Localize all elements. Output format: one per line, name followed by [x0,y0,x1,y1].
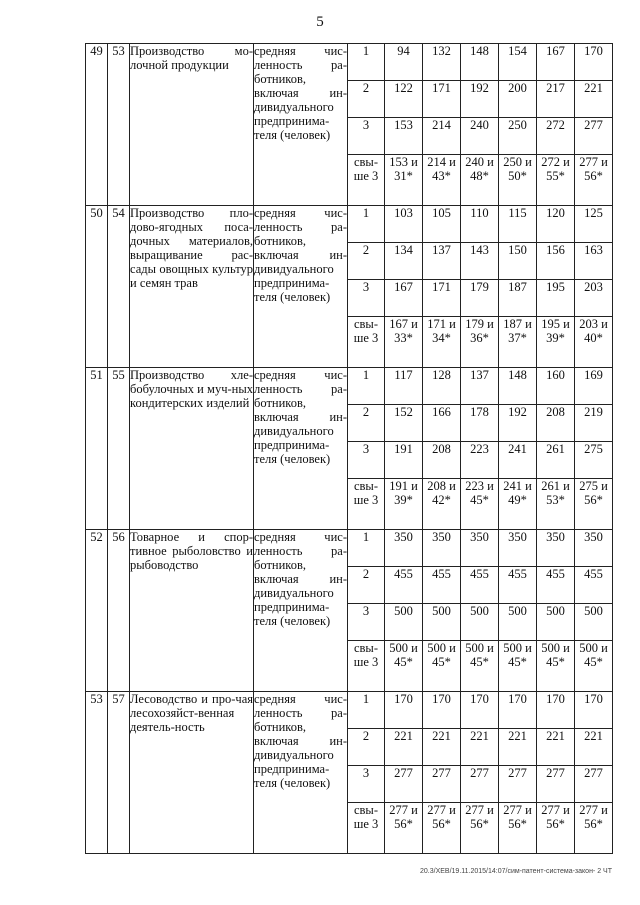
value-cell: 277 и 56* [423,803,461,854]
value-cell: 200 [499,81,537,118]
value-cell: 277 [423,766,461,803]
activity-code: 56 [108,530,130,692]
value-cell: 350 [575,530,613,567]
value-cell: 152 [385,405,423,442]
subrow-label: 3 [348,442,385,479]
value-cell: 221 [461,729,499,766]
value-cell: 500 [461,604,499,641]
indicator-name: средняя чис-ленность ра-ботников, включая ин-дивидуального предпринима-теля (человек) [254,44,348,206]
value-cell: 221 [537,729,575,766]
value-cell: 250 и 50* [499,155,537,206]
subrow-label: 3 [348,280,385,317]
value-cell: 170 [575,692,613,729]
activity-name: Производство пло-дово-ягодных поса-дочных материалов, выращивание рас-сады овощных культур и семян трав [130,206,254,368]
value-cell: 214 [423,118,461,155]
value-cell: 214 и 43* [423,155,461,206]
value-cell: 191 [385,442,423,479]
value-cell: 277 и 56* [575,803,613,854]
value-cell: 277 [499,766,537,803]
value-cell: 110 [461,206,499,243]
patent-table [85,43,613,854]
value-cell: 277 [461,766,499,803]
value-cell: 217 [537,81,575,118]
value-cell: 187 и 37* [499,317,537,368]
value-cell: 156 [537,243,575,280]
activity-code: 57 [108,692,130,854]
value-cell: 241 [499,442,537,479]
table-row [86,206,613,243]
value-cell: 223 и 45* [461,479,499,530]
value-cell: 170 [575,44,613,81]
value-cell: 150 [499,243,537,280]
row-number: 51 [86,368,108,530]
value-cell: 120 [537,206,575,243]
value-cell: 203 [575,280,613,317]
value-cell: 170 [423,692,461,729]
value-cell: 455 [385,567,423,604]
value-cell: 178 [461,405,499,442]
value-cell: 221 [385,729,423,766]
value-cell: 500 и 45* [423,641,461,692]
value-cell: 171 [423,280,461,317]
value-cell: 195 и 39* [537,317,575,368]
value-cell: 128 [423,368,461,405]
value-cell: 277 и 56* [499,803,537,854]
value-cell: 223 [461,442,499,479]
value-cell: 500 [537,604,575,641]
subrow-label: 1 [348,530,385,567]
value-cell: 500 и 45* [499,641,537,692]
subrow-label: 1 [348,206,385,243]
value-cell: 192 [499,405,537,442]
value-cell: 240 [461,118,499,155]
value-cell: 277 [537,766,575,803]
subrow-label: 2 [348,405,385,442]
value-cell: 170 [499,692,537,729]
subrow-label: 1 [348,44,385,81]
row-number: 50 [86,206,108,368]
indicator-name: средняя чис-ленность ра-ботников, включая ин-дивидуального предпринима-теля (человек) [254,692,348,854]
row-number: 53 [86,692,108,854]
value-cell: 500 [575,604,613,641]
value-cell: 167 [537,44,575,81]
value-cell: 148 [461,44,499,81]
row-number: 52 [86,530,108,692]
value-cell: 221 [423,729,461,766]
value-cell: 94 [385,44,423,81]
value-cell: 208 [423,442,461,479]
subrow-label: 3 [348,604,385,641]
subrow-label: 2 [348,243,385,280]
value-cell: 153 [385,118,423,155]
row-number: 49 [86,44,108,206]
activity-name: Лесоводство и про-чая лесохозяйст-венная деятель-ность [130,692,254,854]
value-cell: 277 и 56* [385,803,423,854]
value-cell: 148 [499,368,537,405]
value-cell: 500 и 45* [461,641,499,692]
value-cell: 137 [423,243,461,280]
table-row [86,692,613,729]
value-cell: 277 и 56* [537,803,575,854]
value-cell: 179 и 36* [461,317,499,368]
value-cell: 167 [385,280,423,317]
value-cell: 500 и 45* [385,641,423,692]
activity-name: Производство мо-лочной продукции [130,44,254,206]
subrow-label: 3 [348,766,385,803]
value-cell: 277 [575,766,613,803]
value-cell: 125 [575,206,613,243]
value-cell: 167 и 33* [385,317,423,368]
subrow-label: свы-ше 3 [348,479,385,530]
value-cell: 132 [423,44,461,81]
table-row [86,44,613,81]
table-row [86,530,613,567]
value-cell: 105 [423,206,461,243]
value-cell: 171 и 34* [423,317,461,368]
value-cell: 221 [575,729,613,766]
value-cell: 277 [575,118,613,155]
value-cell: 134 [385,243,423,280]
activity-name: Производство хле-бобулочных и муч-ных кондитерских изделий [130,368,254,530]
subrow-label: 2 [348,567,385,604]
value-cell: 277 и 56* [575,155,613,206]
value-cell: 500 [499,604,537,641]
value-cell: 103 [385,206,423,243]
value-cell: 153 и 31* [385,155,423,206]
value-cell: 115 [499,206,537,243]
indicator-name: средняя чис-ленность ра-ботников, включая ин-дивидуального предпринима-теля (человек) [254,206,348,368]
subrow-label: 3 [348,118,385,155]
value-cell: 455 [537,567,575,604]
indicator-name: средняя чис-ленность ра-ботников, включая ин-дивидуального предпринима-теля (человек) [254,530,348,692]
subrow-label: свы-ше 3 [348,803,385,854]
value-cell: 166 [423,405,461,442]
value-cell: 143 [461,243,499,280]
subrow-label: свы-ше 3 [348,317,385,368]
value-cell: 277 и 56* [461,803,499,854]
value-cell: 250 [499,118,537,155]
indicator-name: средняя чис-ленность ра-ботников, включая ин-дивидуального предпринима-теля (человек) [254,368,348,530]
value-cell: 272 [537,118,575,155]
value-cell: 208 [537,405,575,442]
value-cell: 122 [385,81,423,118]
value-cell: 221 [575,81,613,118]
value-cell: 137 [461,368,499,405]
value-cell: 500 и 45* [575,641,613,692]
table-row [86,368,613,405]
value-cell: 350 [385,530,423,567]
value-cell: 500 [385,604,423,641]
value-cell: 272 и 55* [537,155,575,206]
value-cell: 219 [575,405,613,442]
value-cell: 170 [385,692,423,729]
value-cell: 350 [461,530,499,567]
value-cell: 191 и 39* [385,479,423,530]
value-cell: 261 [537,442,575,479]
value-cell: 170 [461,692,499,729]
value-cell: 169 [575,368,613,405]
value-cell: 350 [499,530,537,567]
subrow-label: 1 [348,692,385,729]
subrow-label: 1 [348,368,385,405]
value-cell: 500 [423,604,461,641]
subrow-label: 2 [348,729,385,766]
value-cell: 154 [499,44,537,81]
value-cell: 203 и 40* [575,317,613,368]
value-cell: 261 и 53* [537,479,575,530]
subrow-label: свы-ше 3 [348,155,385,206]
value-cell: 179 [461,280,499,317]
value-cell: 171 [423,81,461,118]
value-cell: 350 [423,530,461,567]
value-cell: 350 [537,530,575,567]
value-cell: 277 [385,766,423,803]
activity-code: 53 [108,44,130,206]
activity-code: 54 [108,206,130,368]
page-number: 5 [316,14,324,30]
value-cell: 221 [499,729,537,766]
value-cell: 455 [575,567,613,604]
value-cell: 275 и 56* [575,479,613,530]
value-cell: 275 [575,442,613,479]
value-cell: 241 и 49* [499,479,537,530]
value-cell: 160 [537,368,575,405]
value-cell: 240 и 48* [461,155,499,206]
value-cell: 500 и 45* [537,641,575,692]
value-cell: 187 [499,280,537,317]
value-cell: 455 [423,567,461,604]
value-cell: 117 [385,368,423,405]
value-cell: 455 [461,567,499,604]
value-cell: 208 и 42* [423,479,461,530]
value-cell: 192 [461,81,499,118]
value-cell: 170 [537,692,575,729]
activity-code: 55 [108,368,130,530]
value-cell: 163 [575,243,613,280]
footer-stamp: 20.3/ХЕВ/19.11.2015/14:07/сим-патент-система-закон- 2 ЧТ [420,868,612,875]
activity-name: Товарное и спор-тивное рыболовство и рыбоводство [130,530,254,692]
subrow-label: 2 [348,81,385,118]
value-cell: 195 [537,280,575,317]
subrow-label: свы-ше 3 [348,641,385,692]
value-cell: 455 [499,567,537,604]
